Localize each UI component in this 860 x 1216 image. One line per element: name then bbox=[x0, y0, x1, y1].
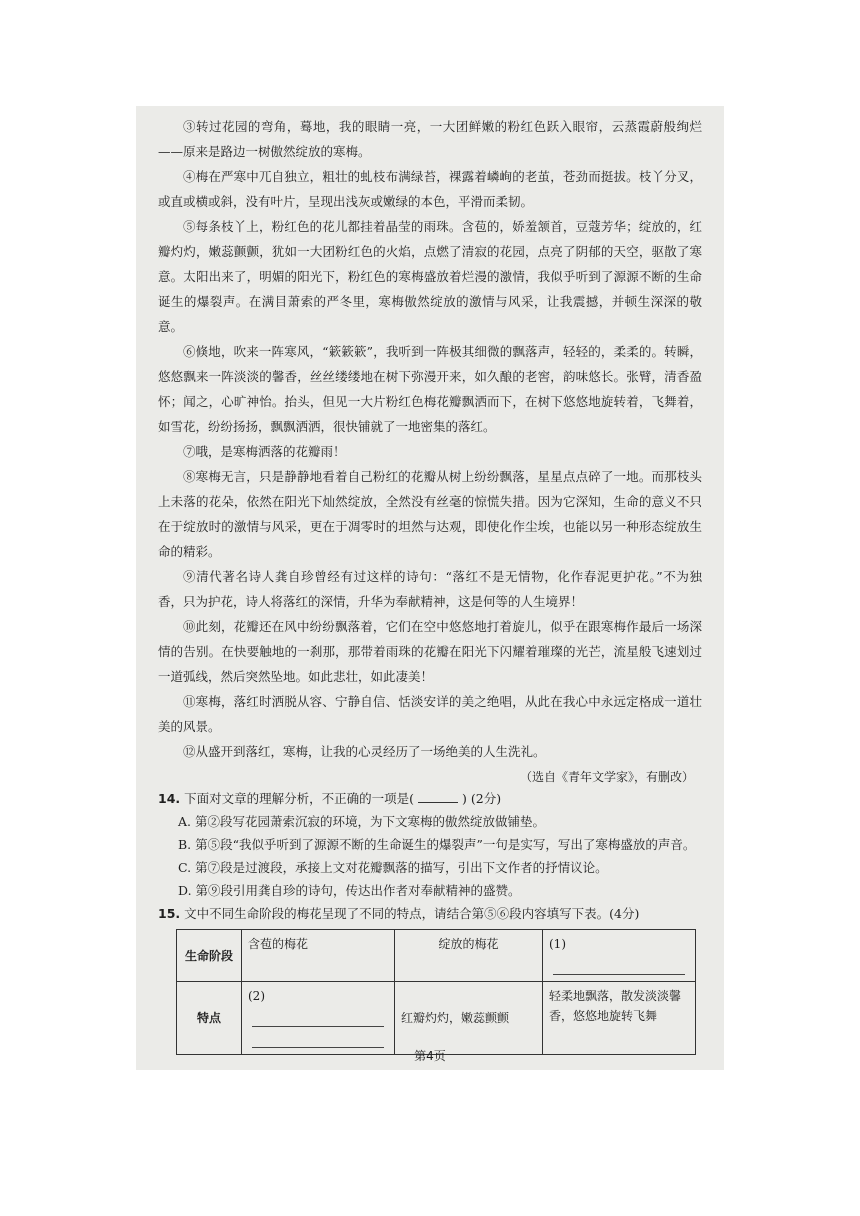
answer-line[interactable] bbox=[252, 1008, 384, 1027]
table-header-stage: 生命阶段 bbox=[177, 930, 242, 982]
question-15 bbox=[158, 902, 702, 1055]
answer-line[interactable] bbox=[553, 956, 685, 975]
table-cell-feature-3: 轻柔地飘落，散发淡淡馨香，悠悠地旋转飞舞 bbox=[543, 982, 696, 1055]
paragraph-5: ⑤每条枝丫上，粉红色的花儿都挂着晶莹的雨珠。含苞的，娇羞颔首，豆蔻芳华；绽放的，红瓣灼灼，嫩蕊颤颤，犹如一大团粉红色的火焰，点燃了清寂的花园，点亮了阴郁的天空，驱散了寒意。太阳出来了，明媚的阳光下，粉红色的寒梅盛放着烂漫的激情，我似乎听到了源源不断的生命诞生的爆裂声。在满目萧索的严冬里，寒梅傲然绽放的激情与风采，让我震撼，并顿生深深的敬意。 bbox=[158, 219, 702, 334]
article-source: （选自《青年文学家》，有删改） bbox=[519, 770, 694, 784]
table-cell-stage-3[interactable] bbox=[543, 930, 696, 982]
question-number: 15. bbox=[158, 906, 181, 921]
table-cell-stage-2: 绽放的梅花 bbox=[395, 930, 543, 982]
paragraph-6: ⑥倏地，吹来一阵寒风，“簌簌簌”，我听到一阵极其细微的飘落声，轻轻的，柔柔的。转瞬，悠悠飘来一阵淡淡的馨香，丝丝缕缕地在树下弥漫开来，如久酿的老窖，韵味悠长。张臂，清香盈怀；闻之，心旷神怡。抬头，但见一大片粉红色梅花瓣飘洒而下，在树下悠悠地旋转着，飞舞着，如雪花，纷纷扬扬，飘飘洒洒，很快铺就了一地密集的落红。 bbox=[158, 344, 702, 434]
question-stem: 文中不同生命阶段的梅花呈现了不同的特点，请结合第⑤⑥段内容填写下表。(4分) bbox=[184, 906, 640, 921]
answer-table bbox=[176, 929, 696, 1055]
table-row bbox=[177, 930, 696, 982]
option-c[interactable]: C. 第⑦段是过渡段，承接上文对花瓣飘落的描写，引出下文作者的抒情议论。 bbox=[178, 860, 608, 875]
option-b[interactable]: B. 第⑤段“我似乎听到了源源不断的生命诞生的爆裂声”一句是实写，写出了寒梅盛放的声音。 bbox=[178, 837, 696, 852]
paragraph-8: ⑧寒梅无言，只是静静地看着自己粉红的花瓣从树上纷纷飘落，星星点点碎了一地。而那枝头上未落的花朵，依然在阳光下灿然绽放，全然没有丝毫的惊慌失措。因为它深知，生命的意义不只在于绽放时的激情与风采，更在于凋零时的坦然与达观，即使化作尘埃，也能以另一种形态绽放生命的精彩。 bbox=[158, 469, 702, 559]
exam-page bbox=[136, 106, 724, 1070]
table-cell-feature-1[interactable] bbox=[242, 982, 395, 1055]
paragraph-12: ⑫从盛开到落红，寒梅，让我的心灵经历了一场绝美的人生洗礼。 bbox=[183, 744, 546, 759]
answer-line[interactable] bbox=[252, 1029, 384, 1048]
question-points: (2分) bbox=[470, 791, 502, 806]
question-stem-end: ) bbox=[462, 791, 467, 806]
paragraph-9: ⑨清代著名诗人龚自珍曾经有过这样的诗句：“落红不是无情物，化作春泥更护花。”不为独香，只为护花，诗人将落红的深情，升华为奉献精神，这是何等的人生境界！ bbox=[158, 569, 702, 609]
table-header-feature: 特点 bbox=[177, 982, 242, 1055]
paragraph-3: ③转过花园的弯角，蓦地，我的眼睛一亮，一大团鲜嫩的粉红色跃入眼帘，云蒸霞蔚般绚烂——原来是路边一树傲然绽放的寒梅。 bbox=[158, 119, 702, 159]
paragraph-11: ⑪寒梅，落红时洒脱从容、宁静自信、恬淡安详的美之绝唱，从此在我心中永远定格成一道壮美的风景。 bbox=[158, 694, 702, 734]
question-stem: 下面对文章的理解分析，不正确的一项是( bbox=[184, 791, 415, 806]
table-cell-feature-2: 红瓣灼灼，嫩蕊颤颤 bbox=[395, 982, 543, 1055]
table-row bbox=[177, 982, 696, 1055]
blank-label: (2) bbox=[248, 989, 265, 1003]
option-d[interactable]: D. 第⑨段引用龚自珍的诗句，传达出作者对奉献精神的盛赞。 bbox=[178, 883, 521, 898]
page-number: 第4页 bbox=[414, 1049, 446, 1063]
answer-blank[interactable] bbox=[418, 802, 458, 803]
blank-label: (1) bbox=[549, 937, 566, 951]
paragraph-10: ⑩此刻，花瓣还在风中纷纷飘落着，它们在空中悠悠地打着旋儿，似乎在跟寒梅作最后一场深情的告别。在快要触地的一刹那，那带着雨珠的花瓣在阳光下闪耀着璀璨的光芒，流星般飞速划过一道弧线，然后突然坠地。如此悲壮，如此凄美！ bbox=[158, 619, 702, 684]
paragraph-4: ④梅在严寒中兀自独立，粗壮的虬枝布满绿苔，裸露着嶙峋的老茧，苍劲而挺拔。枝丫分叉，或直或横或斜，没有叶片，呈现出浅灰或嫩绿的本色，平滑而柔韧。 bbox=[158, 169, 702, 209]
option-a[interactable]: A. 第②段写花园萧索沉寂的环境，为下文寒梅的傲然绽放做铺垫。 bbox=[178, 814, 545, 829]
paragraph-7: ⑦哦，是寒梅洒落的花瓣雨！ bbox=[183, 444, 346, 459]
article-body bbox=[158, 114, 702, 764]
question-number: 14. bbox=[158, 791, 181, 806]
question-14 bbox=[158, 787, 702, 902]
table-cell-stage-1: 含苞的梅花 bbox=[242, 930, 395, 982]
